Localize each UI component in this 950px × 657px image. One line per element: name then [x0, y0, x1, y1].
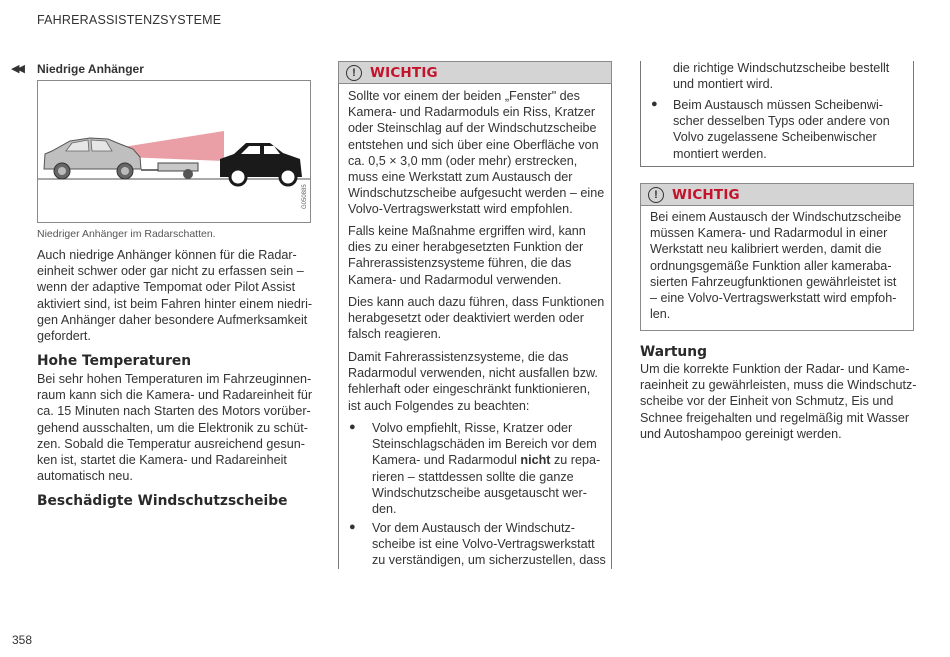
- warning-paragraph-4: Damit Fahrerassistenzsysteme, die das Radarmodul verwenden, nicht ausfallen bzw. fehlerhaft oder eingeschränkt funktionieren, ist auch Folgendes zu beachten:: [348, 350, 598, 413]
- box-bottom-rule: [640, 166, 914, 167]
- bullet-icon: ●: [651, 98, 658, 110]
- heading-damaged-windscreen: Beschädigte Windschutzscheibe: [37, 493, 288, 509]
- warning-text-calibration: Bei einem Austausch der Windschutzscheibe müssen Kamera- und Radarmodul in einer Werkstatt neu kalibriert werden, damit die ordnungsgemäße Funktion aller kameraba- sierten Fahrzeugfunktionen gewährleistet ist – eine Volvo-Vertragswerkstatt wird empfoh- len.: [650, 210, 902, 322]
- running-header: FAHRERASSISTENZSYSTEME: [37, 13, 222, 27]
- figure-code: G050885: [302, 184, 308, 209]
- double-chevron-left-icon[interactable]: ◀◀: [11, 63, 22, 75]
- warning-paragraph-1: Sollte vor einem der beiden „Fenster" des Kamera- und Radarmoduls ein Riss, Kratzer oder Steinschlag auf der Windschutzscheibe entstehen und sich über eine Oberfläche von ca. 0,5 × 3,0 mm (oder mehr) erstrecken, muss eine Werkstatt zum Austausch der Windschutzscheibe aufgesucht werden – eine Volvo-Vertragswerkstatt wird empfohlen.: [348, 89, 605, 217]
- bullet-icon: ●: [349, 521, 356, 533]
- exclamation-icon: !: [648, 187, 664, 203]
- paragraph-high-temperatures: Bei sehr hohen Temperaturen im Fahrzeuginnen- raum kann sich die Kamera- und Radareinheit für ca. 15 Minuten nach Starten des Motors vorüber- gehend ausschalten, um die Elektronik zu schüt- zen. Sobald die Temperatur ausreichend gesun- ken ist, startet die Kamera- und Radareinheit automatisch neu.: [37, 372, 313, 484]
- box-right-rule: [913, 61, 914, 167]
- warning-header: [339, 62, 611, 84]
- bullet-icon: ●: [349, 421, 356, 433]
- warning-paragraph-2: Falls keine Maßnahme ergriffen wird, kann dies zu einer herabgesetzten Funktion der Fahrerassistenzsysteme führen, die das Kamera- und Radarmodul verwenden.: [348, 224, 586, 287]
- list-item-continuation: die richtige Windschutzscheibe bestellt und montiert wird.: [673, 61, 890, 92]
- figure-caption: Niedriger Anhänger im Radarschatten.: [37, 228, 216, 240]
- warning-title: WICHTIG: [370, 64, 438, 81]
- list-item-wipers: Beim Austausch müssen Scheibenwi- scher desselben Typs oder andere von Volvo zugelassene Scheibenwischer montiert werden.: [673, 98, 890, 161]
- list-item-repair: Volvo empfiehlt, Risse, Kratzer oder Steinschlagschäden im Bereich vor dem Kamera- und Radarmodul nicht zu repa- rieren – stattdessen sollte die ganze Windschutzscheibe ausgetauscht wer- den.: [372, 421, 601, 517]
- heading-high-temperatures: Hohe Temperaturen: [37, 353, 192, 369]
- warning-paragraph-3: Dies kann auch dazu führen, dass Funktionen herabgesetzt oder deaktiviert werden oder falsch reagieren.: [348, 295, 605, 342]
- paragraph-low-trailer: Auch niedrige Anhänger können für die Radar- einheit schwer oder gar nicht zu erfassen sein – wenn der adaptive Tempomat oder Pilot Assist aktiviert sind, ist beim Fahren hinter einem niedri- gen Anhänger daher besondere Aufmerksamkeit gefordert.: [37, 248, 313, 344]
- warning-box-1-right-rule: [611, 84, 612, 569]
- warning-box-1-left-rule: [338, 84, 339, 569]
- exclamation-icon: !: [346, 65, 362, 81]
- warning-box-1: [338, 61, 612, 85]
- warning-box-2: [640, 183, 914, 331]
- page-number: 358: [12, 633, 33, 647]
- box-left-rule: [640, 61, 641, 167]
- warning-title: WICHTIG: [672, 186, 740, 203]
- subheading-low-trailer: Niedrige Anhänger: [37, 62, 144, 76]
- illustration-low-trailer: [37, 80, 311, 223]
- car-trailer-illustration: [38, 81, 310, 222]
- warning-header: [641, 184, 913, 206]
- heading-maintenance: Wartung: [640, 344, 707, 360]
- list-item-contact-workshop: Vor dem Austausch der Windschutz- scheibe ist eine Volvo-Vertragswerkstatt zu verständigen, um sicherzustellen, dass: [372, 521, 606, 568]
- paragraph-maintenance: Um die korrekte Funktion der Radar- und Kame- raeinheit zu gewährleisten, muss die Windschutz- scheibe vor der Einheit von Schmutz, Eis und Schnee freigehalten und regelmäßig mit Wasser und Autoshampoo gereinigt werden.: [640, 362, 917, 441]
